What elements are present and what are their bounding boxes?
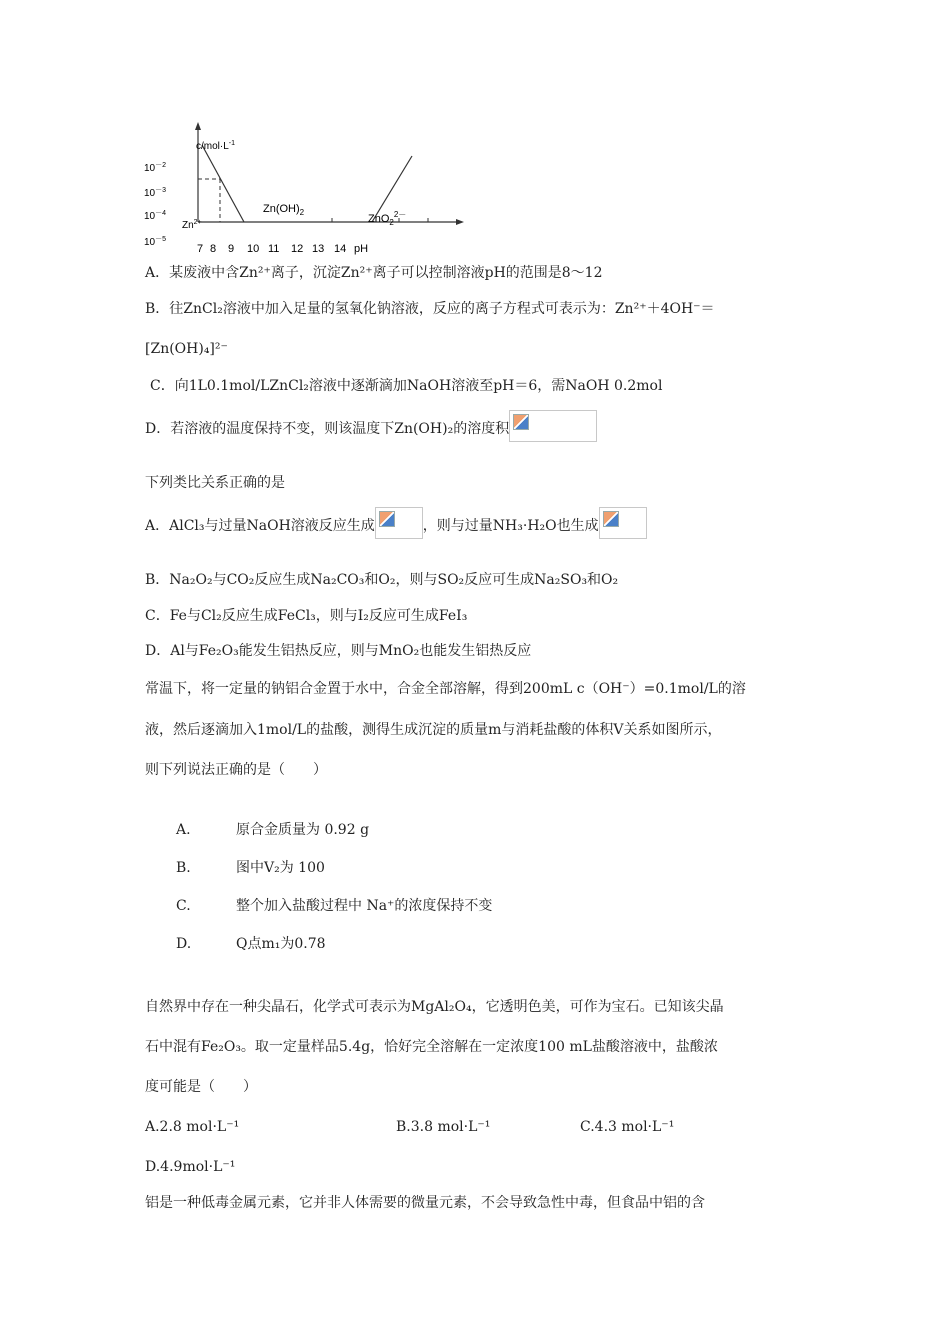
q3-option-d-label: D. — [176, 936, 192, 952]
zn-ion-label: $Zn^{2+}$ — [182, 219, 202, 231]
q2-option-a-part1: A．AlCl₃与过量NaOH溶液反应生成 — [145, 518, 375, 534]
x-tick: 13 — [312, 243, 325, 255]
q1-option-b-line1: B．往ZnCl₂溶液中加入足量的氢氧化钠溶液，反应的离子方程式可表示为：Zn²⁺＋4OH⁻＝ — [145, 301, 715, 317]
zno2-label: ZnO$_2^{2-}$ — [368, 210, 407, 227]
q1-option-d — [145, 416, 597, 442]
q1-option-c: C．向1L0.1mol/LZnCl₂溶液中逐渐滴加NaOH溶液至pH＝6，需NaOH 0.2mol — [150, 378, 663, 394]
q2-option-a-part2: ，则与过量NH₃·H₂O也生成 — [422, 518, 599, 534]
y-axis-label: $c/mol\cdot L^{-1}$ — [196, 140, 236, 152]
q4-stem-line1: 自然界中存在一种尖晶石，化学式可表示为MgAl₂O₄，它透明色美，可作为宝石。已知该尖晶 — [145, 999, 724, 1015]
x-tick: 9 — [228, 243, 235, 255]
broken-image-icon — [375, 507, 423, 539]
q1-option-b-line2: [Zn(OH)₄]²⁻ — [145, 341, 228, 357]
x-tick: 11 — [268, 243, 280, 255]
x-tick: 12 — [291, 243, 304, 255]
q2-option-a — [145, 513, 647, 539]
y-tick: $10^{-2}$ — [144, 162, 167, 174]
q3-option-b-text: 图中V₂为 100 — [236, 860, 325, 876]
q4-option-d: D.4.9mol·L⁻¹ — [145, 1159, 236, 1175]
q3-option-a-label: A. — [176, 822, 191, 838]
q4-option-a: A.2.8 mol·L⁻¹ — [145, 1119, 240, 1135]
x-tick: 10 — [247, 243, 260, 255]
q3-stem-line3: 则下列说法正确的是（ ） — [145, 762, 327, 778]
q3-stem-line1: 常温下，将一定量的钠铝合金置于水中，合金全部溶解，得到200mL c（OH⁻）=0.1mol/L的溶 — [145, 681, 746, 697]
zn-ph-graph — [140, 118, 480, 258]
x-tick: pH — [354, 243, 369, 255]
q1-option-d-text: D．若溶液的温度保持不变，则该温度下Zn(OH)₂的溶度积 — [145, 421, 510, 437]
zn-oh2-label: $Zn(OH)_2$ — [263, 203, 305, 217]
x-tick: 7 — [197, 243, 204, 255]
q4-option-b: B.3.8 mol·L⁻¹ — [396, 1119, 491, 1135]
q4-option-c: C.4.3 mol·L⁻¹ — [580, 1119, 675, 1135]
q4-stem-line3: 度可能是（ ） — [145, 1079, 257, 1095]
q3-stem-line2: 液，然后逐滴加入1mol/L的盐酸，测得生成沉淀的质量m与消耗盐酸的体积V关系如图所示， — [145, 722, 722, 738]
q5-stem-line1: 铝是一种低毒金属元素，它并非人体需要的微量元素，不会导致急性中毒，但食品中铝的含 — [145, 1195, 705, 1211]
broken-image-icon — [599, 507, 647, 539]
broken-image-icon — [509, 410, 597, 442]
q3-option-a-text: 原合金质量为 0.92 g — [236, 822, 370, 838]
q3-option-d-text: Q点m₁为0.78 — [236, 936, 326, 952]
y-tick: $10^{-3}$ — [144, 187, 167, 199]
q3-option-b-label: B. — [176, 860, 191, 876]
y-tick: $10^{-5}$ — [144, 236, 167, 248]
q2-option-c: C．Fe与Cl₂反应生成FeCl₃，则与I₂反应可生成FeI₃ — [145, 608, 468, 624]
x-tick: 8 — [210, 243, 217, 255]
q2-stem: 下列类比关系正确的是 — [145, 475, 285, 491]
x-tick: 14 — [334, 243, 347, 255]
y-tick: $10^{-4}$ — [144, 210, 167, 222]
q1-option-a: A．某废液中含Zn²⁺离子，沉淀Zn²⁺离子可以控制溶液pH的范围是8～12 — [145, 265, 603, 281]
q3-option-c-label: C. — [176, 898, 191, 914]
q2-option-d: D．Al与Fe₂O₃能发生铝热反应，则与MnO₂也能发生铝热反应 — [145, 643, 532, 659]
q2-option-b: B．Na₂O₂与CO₂反应生成Na₂CO₃和O₂，则与SO₂反应可生成Na₂SO₃和O₂ — [145, 572, 619, 588]
q4-stem-line2: 石中混有Fe₂O₃。取一定量样品5.4g，恰好完全溶解在一定浓度100 mL盐酸溶液中，盐酸浓 — [145, 1039, 718, 1055]
q3-option-c-text: 整个加入盐酸过程中 Na⁺的浓度保持不变 — [236, 898, 493, 914]
